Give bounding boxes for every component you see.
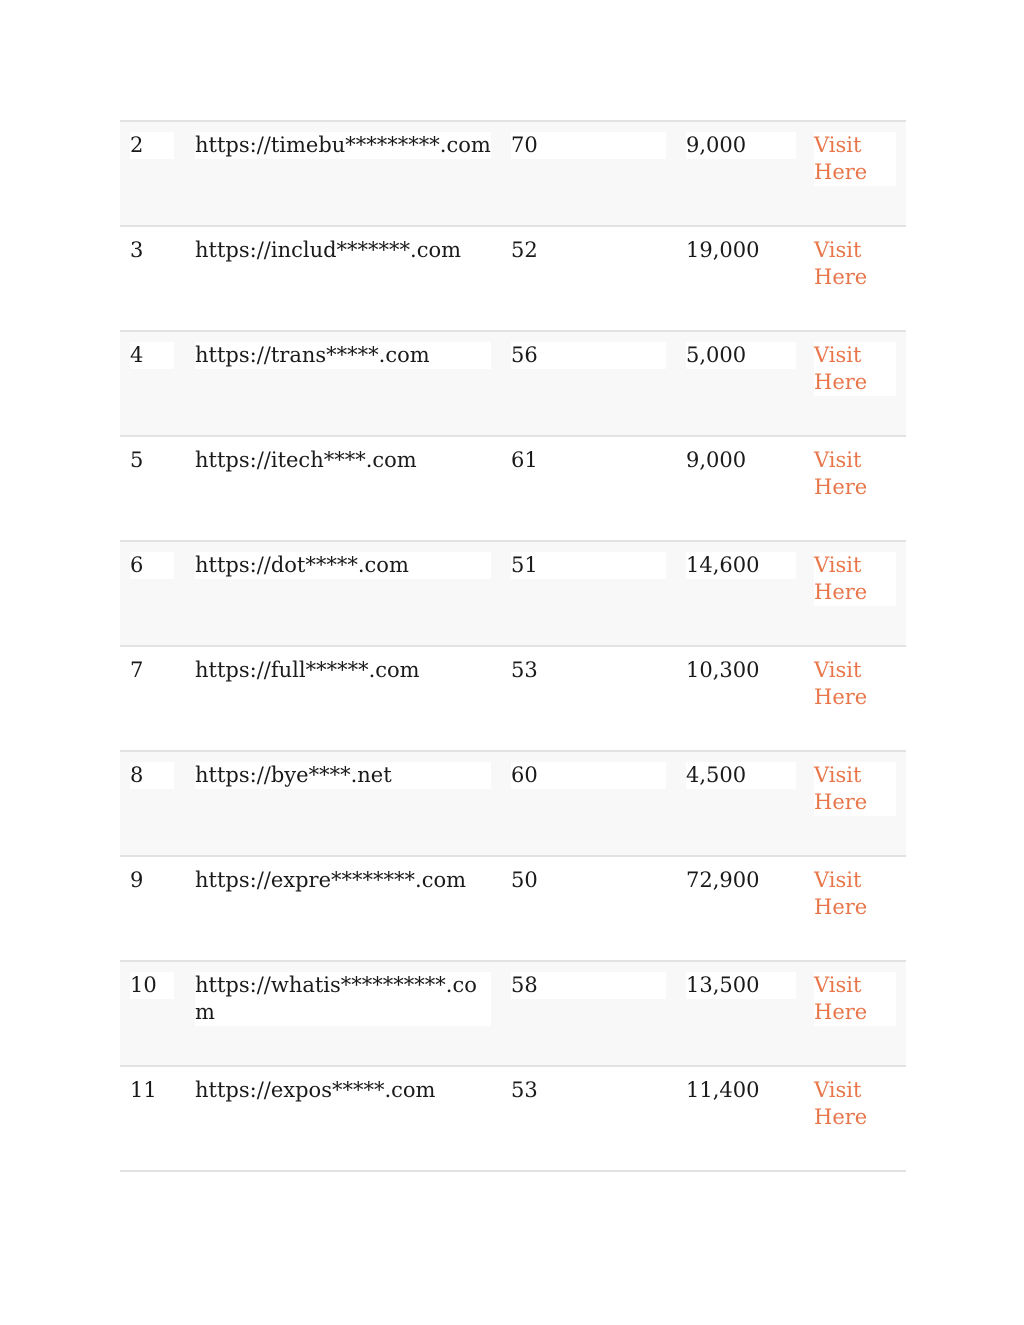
table-row [120, 542, 906, 647]
visits-cell: 11,400 [686, 1078, 760, 1102]
visits-cell [686, 1077, 796, 1104]
rank-cell [130, 342, 174, 369]
score-cell: 70 [511, 132, 666, 159]
visit-here-cell [814, 132, 896, 186]
visit-here-link[interactable]: Visit Here [814, 238, 868, 289]
score-cell: 50 [511, 868, 538, 892]
rank-cell [130, 237, 174, 264]
url-cell: https://includ*******.com [195, 238, 462, 262]
rank-cell [130, 132, 174, 159]
visit-here-link[interactable]: Visit Here [814, 658, 868, 709]
url-cell [195, 132, 491, 159]
table-row [120, 122, 906, 227]
visit-here-link[interactable]: Visit Here [814, 448, 868, 499]
score-cell: 58 [511, 972, 666, 999]
score-cell: 56 [511, 342, 666, 369]
visits-cell [686, 657, 796, 684]
visits-cell [686, 237, 796, 264]
url-cell [195, 447, 491, 474]
site-table [120, 120, 906, 1172]
rank-cell [130, 1077, 174, 1104]
table-row [120, 752, 906, 857]
score-cell: 53 [511, 1078, 538, 1102]
visit-here-cell [814, 342, 896, 396]
rank-cell: 7 [130, 658, 144, 682]
rank-cell: 3 [130, 238, 144, 262]
visits-cell: 5,000 [686, 342, 796, 369]
visits-cell [686, 972, 796, 999]
rank-cell [130, 552, 174, 579]
url-cell: https://bye****.net [195, 762, 491, 789]
visit-here-cell [814, 1077, 896, 1131]
visits-cell: 13,500 [686, 972, 796, 999]
table-row [120, 227, 906, 332]
score-cell: 51 [511, 552, 666, 579]
visit-here-cell [814, 447, 896, 501]
score-cell [511, 447, 666, 474]
visits-cell [686, 552, 796, 579]
url-cell [195, 237, 491, 264]
score-cell [511, 972, 666, 999]
score-cell [511, 657, 666, 684]
visit-here-link[interactable]: Visit Here [814, 972, 896, 1026]
url-cell [195, 342, 491, 369]
visits-cell: 72,900 [686, 868, 760, 892]
score-cell [511, 762, 666, 789]
score-cell [511, 552, 666, 579]
visits-cell: 10,300 [686, 658, 760, 682]
visits-cell: 14,600 [686, 552, 796, 579]
visits-cell: 9,000 [686, 448, 747, 472]
visit-here-link[interactable]: Visit Here [814, 762, 896, 816]
url-cell [195, 972, 491, 1026]
url-cell: https://itech****.com [195, 448, 417, 472]
visits-cell: 19,000 [686, 238, 760, 262]
rank-cell: 5 [130, 448, 144, 472]
score-cell: 53 [511, 658, 538, 682]
score-cell [511, 132, 666, 159]
score-cell [511, 342, 666, 369]
url-cell [195, 762, 491, 789]
rank-cell: 2 [130, 132, 174, 159]
visits-cell: 4,500 [686, 762, 796, 789]
visit-here-link[interactable]: Visit Here [814, 868, 868, 919]
url-cell: https://expre********.com [195, 868, 467, 892]
visits-cell [686, 342, 796, 369]
visits-cell [686, 762, 796, 789]
table-row [120, 647, 906, 752]
rank-cell [130, 972, 174, 999]
url-cell [195, 657, 491, 684]
visit-here-link[interactable]: Visit Here [814, 1078, 868, 1129]
visit-here-cell [814, 972, 896, 1026]
score-cell [511, 867, 666, 894]
rank-cell [130, 447, 174, 474]
visits-cell [686, 132, 796, 159]
visit-here-cell [814, 237, 896, 291]
table-row [120, 857, 906, 962]
rank-cell: 11 [130, 1078, 157, 1102]
score-cell: 61 [511, 448, 538, 472]
rank-cell: 4 [130, 342, 174, 369]
visits-cell: 9,000 [686, 132, 796, 159]
visits-cell [686, 867, 796, 894]
url-cell: https://expos*****.com [195, 1078, 436, 1102]
rank-cell: 6 [130, 552, 174, 579]
score-cell: 60 [511, 762, 666, 789]
url-cell: https://full******.com [195, 658, 420, 682]
score-cell: 52 [511, 238, 538, 262]
url-cell: https://trans*****.com [195, 342, 491, 369]
rank-cell [130, 867, 174, 894]
url-cell: https://whatis**********.com [195, 972, 491, 1026]
table-row [120, 1067, 906, 1172]
visits-cell [686, 447, 796, 474]
url-cell [195, 552, 491, 579]
url-cell: https://timebu*********.com [195, 133, 491, 157]
score-cell [511, 237, 666, 264]
rank-cell [130, 657, 174, 684]
visit-here-link[interactable]: Visit Here [814, 342, 896, 396]
url-cell [195, 1077, 491, 1104]
table-row [120, 962, 906, 1067]
table-row [120, 437, 906, 542]
url-cell: https://dot*****.com [195, 552, 491, 579]
visit-here-link[interactable]: Visit Here [814, 552, 896, 606]
rank-cell: 8 [130, 762, 174, 789]
visit-here-link[interactable]: Visit Here [814, 132, 896, 186]
table-row [120, 332, 906, 437]
rank-cell: 9 [130, 868, 144, 892]
url-cell [195, 867, 491, 894]
rank-cell: 10 [130, 972, 174, 999]
visit-here-cell [814, 867, 896, 921]
score-cell [511, 1077, 666, 1104]
visit-here-cell [814, 657, 896, 711]
rank-cell [130, 762, 174, 789]
visit-here-cell [814, 762, 896, 816]
visit-here-cell [814, 552, 896, 606]
